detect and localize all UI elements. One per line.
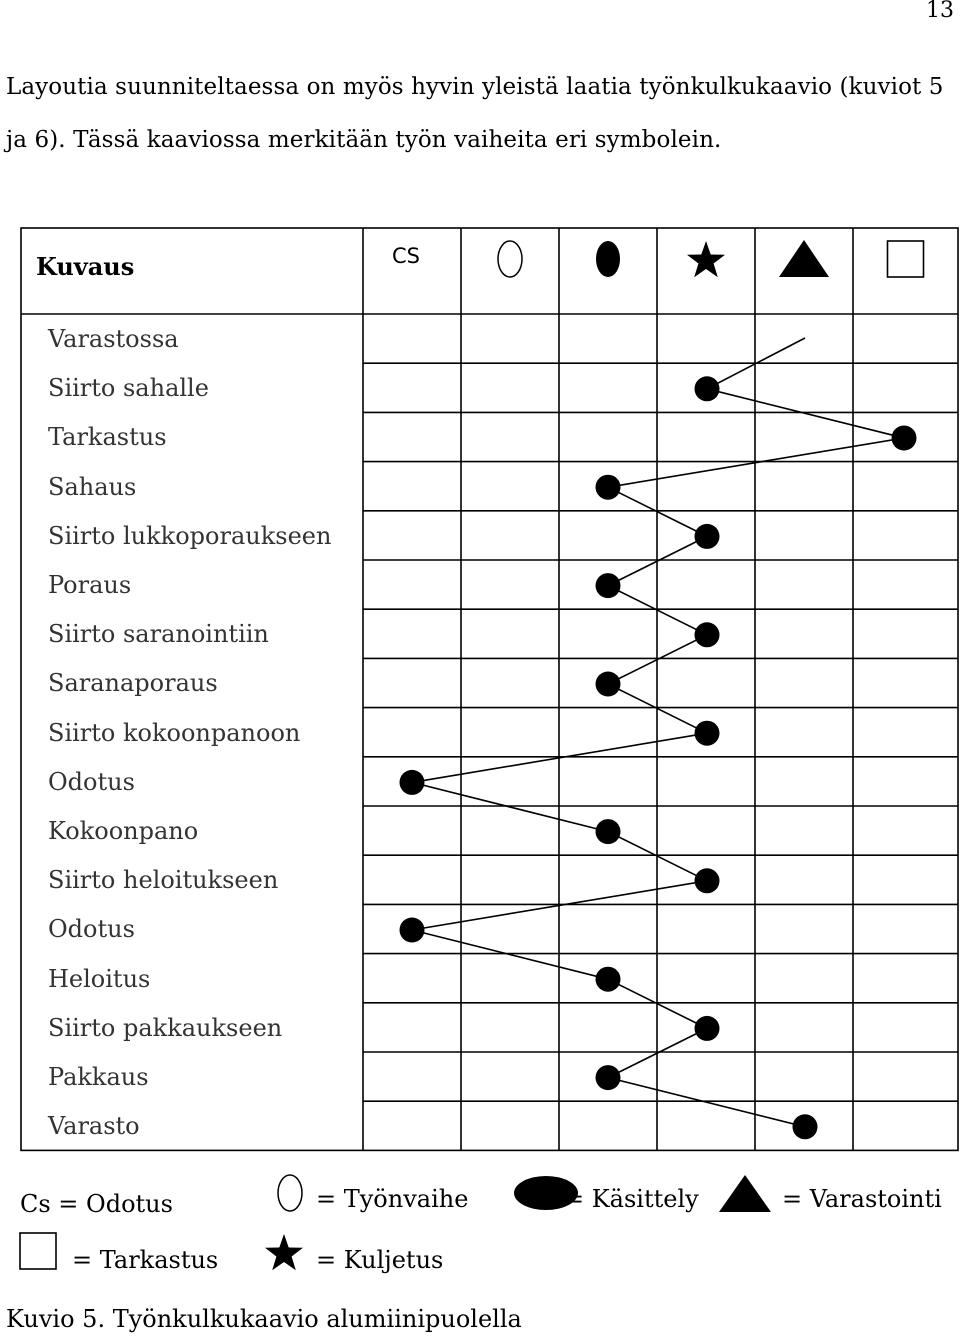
row-label: Poraus [48,571,132,599]
star-icon [687,241,725,277]
figure-caption: Kuvio 5. Työnkulkukaavio alumiinipuolella [6,1305,522,1333]
path-dot [400,770,425,795]
path-dot [695,1016,720,1041]
row-label: Heloitus [48,964,151,993]
path-dot [400,918,425,943]
legend-tyonvaihe: = Työnvaihe [316,1185,469,1213]
path-lines [412,338,904,1127]
path-segment [412,782,608,831]
path-dot [695,524,720,549]
row-label: Siirto saranointiin [48,620,269,649]
legend-ellipse-outline-icon [278,1175,302,1211]
ellipse-outline-icon [498,241,522,277]
intro-line-1: Layoutia suunniteltaessa on myös hyvin yleistä laatia työnkulkukaavio (kuviot 5 [6,74,944,100]
path-dot [695,376,720,401]
legend-square-icon [20,1233,56,1269]
path-segment [608,438,904,487]
row-label: Varastossa [48,325,179,353]
description-header: Kuvaus [36,252,135,281]
row-label: Odotus [48,767,135,796]
row-label: Varasto [48,1112,140,1141]
legend-star-icon [265,1234,303,1270]
row-label: Kokoonpano [48,817,199,845]
path-dot [793,1114,818,1139]
row-label: Saranaporaus [48,669,218,698]
path-dot [596,1065,621,1090]
column-header-cs: CS [392,244,420,268]
legend-kuljetus: = Kuljetus [316,1246,444,1274]
ellipse-filled-icon [596,241,620,277]
path-dot [892,426,917,451]
path-dot [596,819,621,844]
row-label: Siirto kokoonpanoon [48,718,301,747]
triangle-icon [779,240,829,277]
row-label: Pakkaus [48,1063,149,1091]
row-label: Tarkastus [48,423,167,452]
path-segment [608,1078,805,1127]
row-label: Sahaus [48,472,137,501]
path-dot [596,967,621,992]
path-dot [596,475,621,500]
row-label: Siirto heloitukseen [48,866,279,895]
path-dot [596,672,621,697]
square-outline-icon [888,241,924,277]
page-number: 13 [926,0,954,23]
row-label: Siirto lukkoporaukseen [48,521,332,550]
path-dots [400,376,917,1139]
legend-varastointi: = Varastointi [782,1185,942,1213]
path-segment [707,389,904,438]
row-label: Siirto sahalle [48,374,209,403]
row-label: Siirto pakkaukseen [48,1013,283,1042]
path-dot [695,721,720,746]
header-icons [498,240,924,277]
path-dot [695,868,720,893]
path-dot [596,573,621,598]
legend-tarkastus: = Tarkastus [72,1246,219,1274]
legend-kasittely: = Käsittely [564,1185,699,1213]
path-segment [412,930,608,979]
intro-line-2: ja 6). Tässä kaaviossa merkitään työn vaiheita eri symbolein. [6,127,722,153]
row-label: Odotus [48,915,135,944]
path-dot [695,622,720,647]
legend-cs: Cs = Odotus [20,1190,173,1218]
legend-triangle-icon [719,1175,771,1212]
